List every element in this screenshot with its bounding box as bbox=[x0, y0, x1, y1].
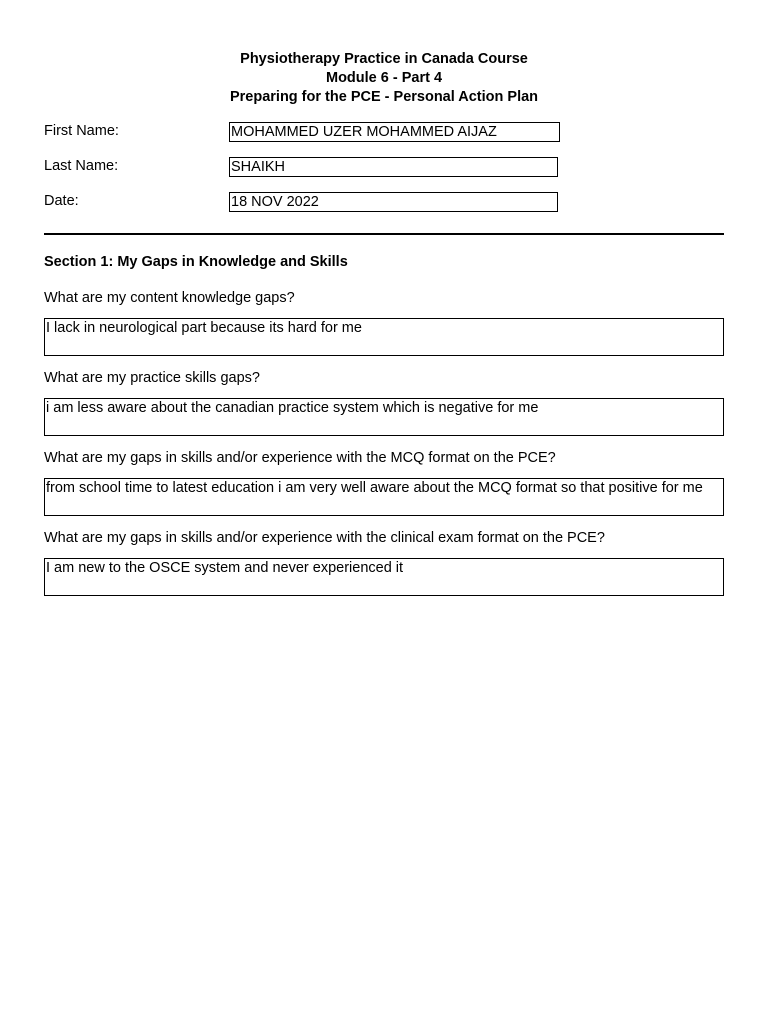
date-field[interactable]: 18 NOV 2022 bbox=[229, 192, 558, 212]
question-content-knowledge: What are my content knowledge gaps? bbox=[44, 290, 295, 306]
first-name-label: First Name: bbox=[44, 123, 119, 139]
answer-clinical-exam-format-field[interactable]: I am new to the OSCE system and never experienced it bbox=[44, 558, 724, 596]
answer-content-knowledge-field[interactable]: I lack in neurological part because its hard for me bbox=[44, 318, 724, 356]
plan-title: Preparing for the PCE - Personal Action Plan bbox=[229, 89, 539, 105]
last-name-label: Last Name: bbox=[44, 158, 119, 174]
answer-practice-skills-field[interactable]: i am less aware about the canadian practice system which is negative for me bbox=[44, 398, 724, 436]
section-1-title: Section 1: My Gaps in Knowledge and Skills bbox=[44, 254, 348, 270]
question-mcq-format: What are my gaps in skills and/or experience with the MCQ format on the PCE? bbox=[44, 450, 556, 466]
section-divider bbox=[44, 233, 724, 235]
course-title: Physiotherapy Practice in Canada Course bbox=[240, 51, 528, 67]
document-header bbox=[0, 50, 768, 107]
last-name-field[interactable]: SHAIKH bbox=[229, 157, 558, 177]
answer-mcq-format-field[interactable]: from school time to latest education i am very well aware about the MCQ format so that positive for me bbox=[44, 478, 724, 516]
first-name-field[interactable]: MOHAMMED UZER MOHAMMED AIJAZ bbox=[229, 122, 560, 142]
date-label: Date: bbox=[44, 193, 79, 209]
module-title: Module 6 - Part 4 bbox=[325, 70, 443, 86]
question-practice-skills: What are my practice skills gaps? bbox=[44, 370, 260, 386]
question-clinical-exam-format: What are my gaps in skills and/or experience with the clinical exam format on the PCE? bbox=[44, 530, 605, 546]
